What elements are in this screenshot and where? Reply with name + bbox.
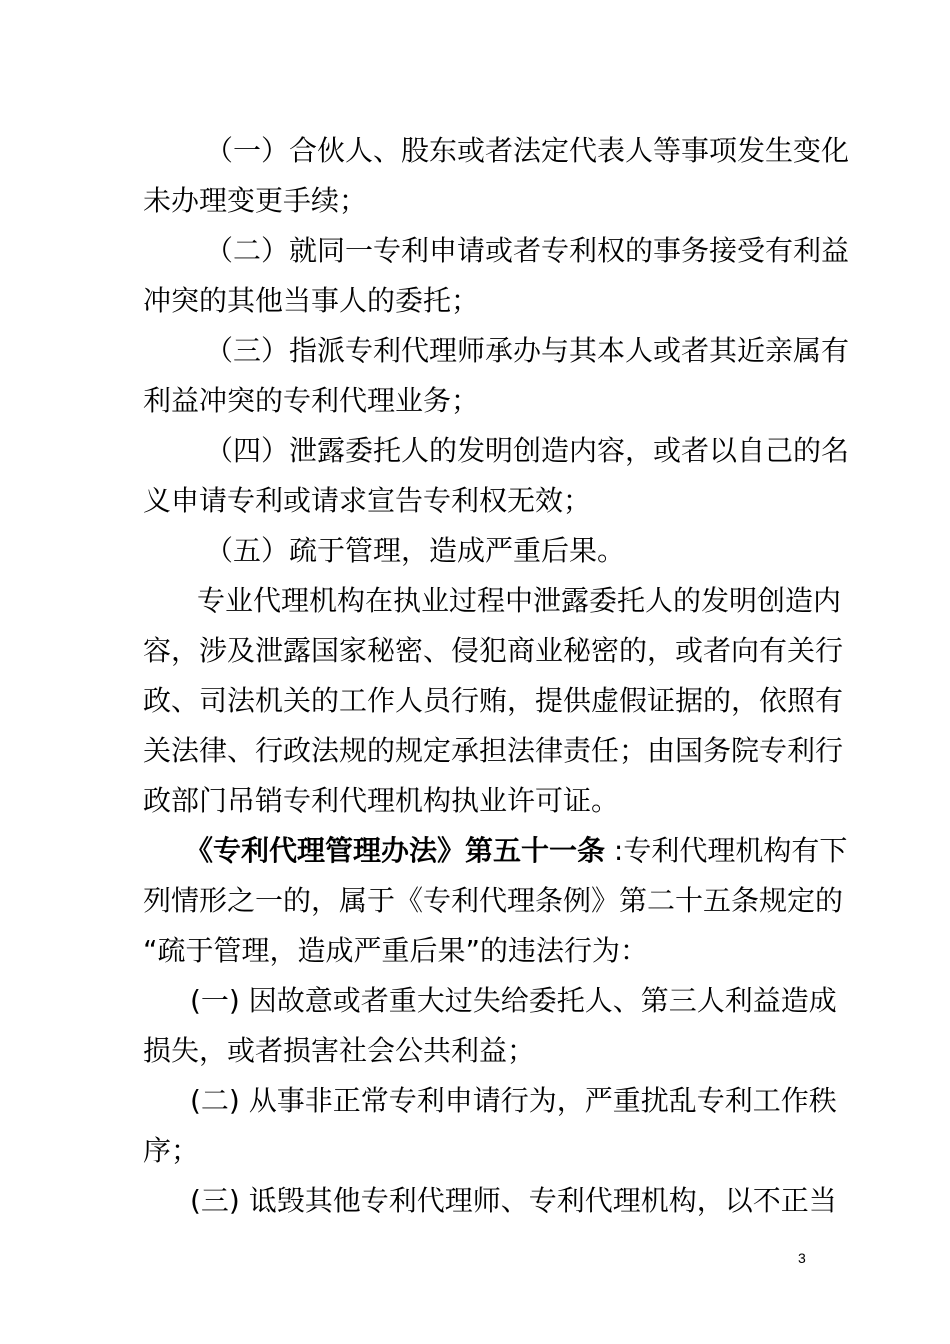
text-line: (一) 因故意或者重大过失给委托人、第三人利益造成	[190, 984, 837, 1017]
text-line: （四）泄露委托人的发明创造内容，或者以自己的名	[205, 434, 850, 467]
text-line: 政部门吊销专利代理机构执业许可证。	[143, 784, 620, 817]
text-line: 容，涉及泄露国家秘密、侵犯商业秘密的，或者向有关行	[143, 634, 844, 667]
text-line: (二) 从事非正常专利申请行为，严重扰乱专利工作秩	[190, 1084, 837, 1117]
text-line: 损失，或者损害社会公共利益；	[143, 1034, 536, 1067]
text-line: （五）疏于管理，造成严重后果。	[205, 534, 626, 567]
article-heading-rest: :专利代理机构有下	[605, 834, 848, 867]
text-line: 利益冲突的专利代理业务；	[143, 384, 480, 417]
text-line: 义申请专利或请求宣告专利权无效；	[143, 484, 592, 517]
text-line: 未办理变更手续；	[143, 184, 368, 217]
article-line	[185, 833, 848, 869]
text-line: 专业代理机构在执业过程中泄露委托人的发明创造内	[197, 584, 842, 617]
text-line: 序；	[143, 1134, 200, 1167]
text-line: 政、司法机关的工作人员行贿，提供虚假证据的，依照有	[143, 684, 844, 717]
text-line: 列情形之一的，属于《专利代理条例》第二十五条规定的	[143, 884, 844, 917]
text-line: 关法律、行政法规的规定承担法律责任；由国务院专利行	[143, 734, 844, 767]
page-number: 3	[798, 1250, 806, 1266]
text-line: （三）指派专利代理师承办与其本人或者其近亲属有	[205, 334, 850, 367]
text-line: （二）就同一专利申请或者专利权的事务接受有利益	[205, 234, 850, 267]
text-line: （一）合伙人、股东或者法定代表人等事项发生变化	[205, 134, 850, 167]
text-line: 冲突的其他当事人的委托；	[143, 284, 480, 317]
article-heading: 《专利代理管理办法》第五十一条	[185, 834, 606, 867]
text-line: (三) 诋毁其他专利代理师、专利代理机构，以不正当	[190, 1184, 837, 1217]
text-line: “疏于管理，造成严重后果”的违法行为：	[143, 934, 649, 967]
